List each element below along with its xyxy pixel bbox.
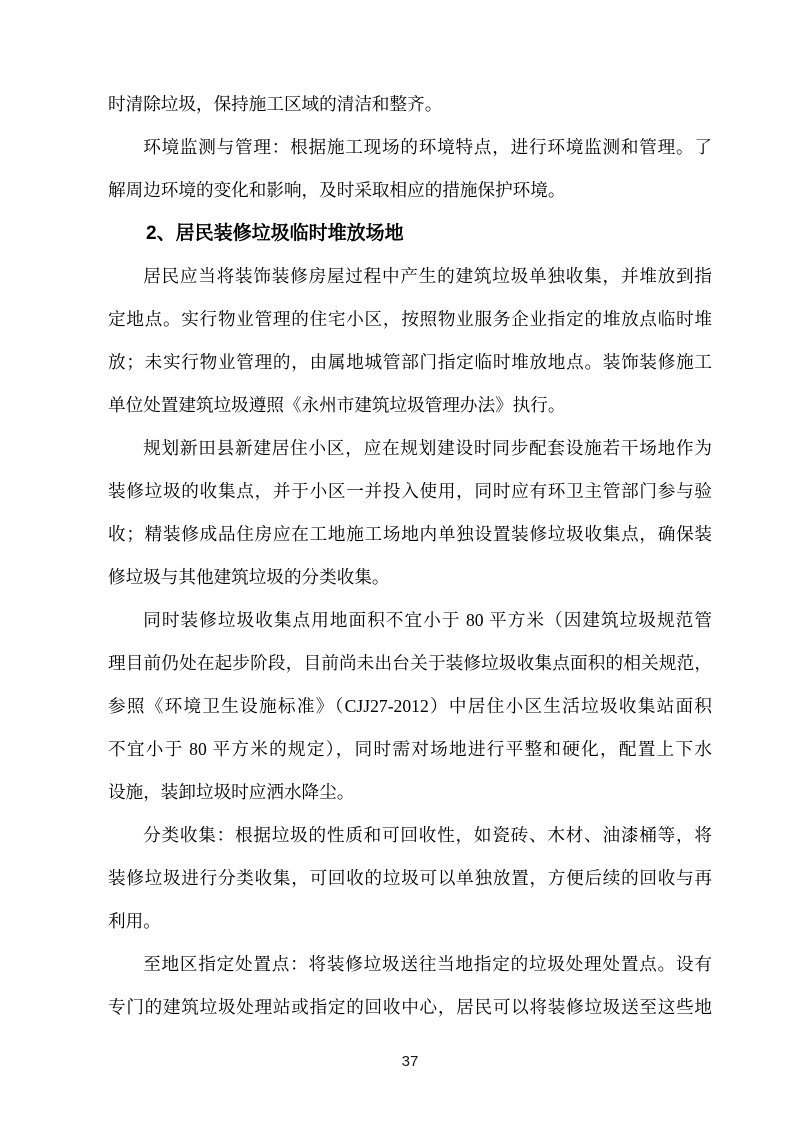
text-line: 专门的建筑垃圾处理站或指定的回收中心，居民可以将装修垃圾送至这些地 — [108, 997, 712, 1017]
text-line: 不宜小于 80 平方米的规定），同时需对场地进行平整和硬化，配置上下水 — [108, 739, 712, 759]
text-line: 解周边环境的变化和影响，及时采取相应的措施保护环境。 — [108, 180, 566, 200]
text-line: 修垃圾与其他建筑垃圾的分类收集。 — [108, 567, 390, 587]
text-line: 设施，装卸垃圾时应洒水降尘。 — [108, 782, 355, 802]
text-line: 放；未实行物业管理的，由属地城管部门指定临时堆放地点。装饰装修施工 — [108, 352, 712, 372]
section-heading: 2、居民装修垃圾临时堆放场地 — [146, 223, 404, 244]
text-line: 理目前仍处在起步阶段，目前尚未出台关于装修垃圾收集点面积的相关规范， — [108, 653, 712, 673]
page-number: 37 — [401, 1053, 419, 1070]
text-line: 至地区指定处置点：将装修垃圾送往当地指定的垃圾处理处置点。设有 — [143, 954, 712, 974]
text-line: 参照《环境卫生设施标准》（CJJ27-2012）中居住小区生活垃圾收集站面积 — [108, 696, 712, 716]
text-line: 规划新田县新建居住小区，应在规划建设时同步配套设施若干场地作为 — [143, 438, 712, 458]
text-line: 装修垃圾的收集点，并于小区一并投入使用，同时应有环卫主管部门参与验 — [108, 481, 712, 501]
document-body — [108, 83, 712, 1029]
text-line: 分类收集：根据垃圾的性质和可回收性，如瓷砖、木材、油漆桶等，将 — [143, 825, 712, 845]
text-line: 单位处置建筑垃圾遵照《永州市建筑垃圾管理办法》执行。 — [108, 395, 566, 415]
text-line: 同时装修垃圾收集点用地面积不宜小于 80 平方米（因建筑垃圾规范管 — [143, 610, 712, 630]
text-line: 环境监测与管理：根据施工现场的环境特点，进行环境监测和管理。了 — [143, 137, 712, 157]
text-line: 居民应当将装饰装修房屋过程中产生的建筑垃圾单独收集，并堆放到指 — [143, 266, 712, 286]
text-line: 利用。 — [108, 911, 161, 931]
text-line: 定地点。实行物业管理的住宅小区，按照物业服务企业指定的堆放点临时堆 — [108, 309, 712, 329]
text-line: 收；精装修成品住房应在工地施工场地内单独设置装修垃圾收集点，确保装 — [108, 524, 712, 544]
text-line: 装修垃圾进行分类收集，可回收的垃圾可以单独放置，方便后续的回收与再 — [108, 868, 712, 888]
text-line: 时清除垃圾，保持施工区域的清洁和整齐。 — [108, 94, 443, 114]
